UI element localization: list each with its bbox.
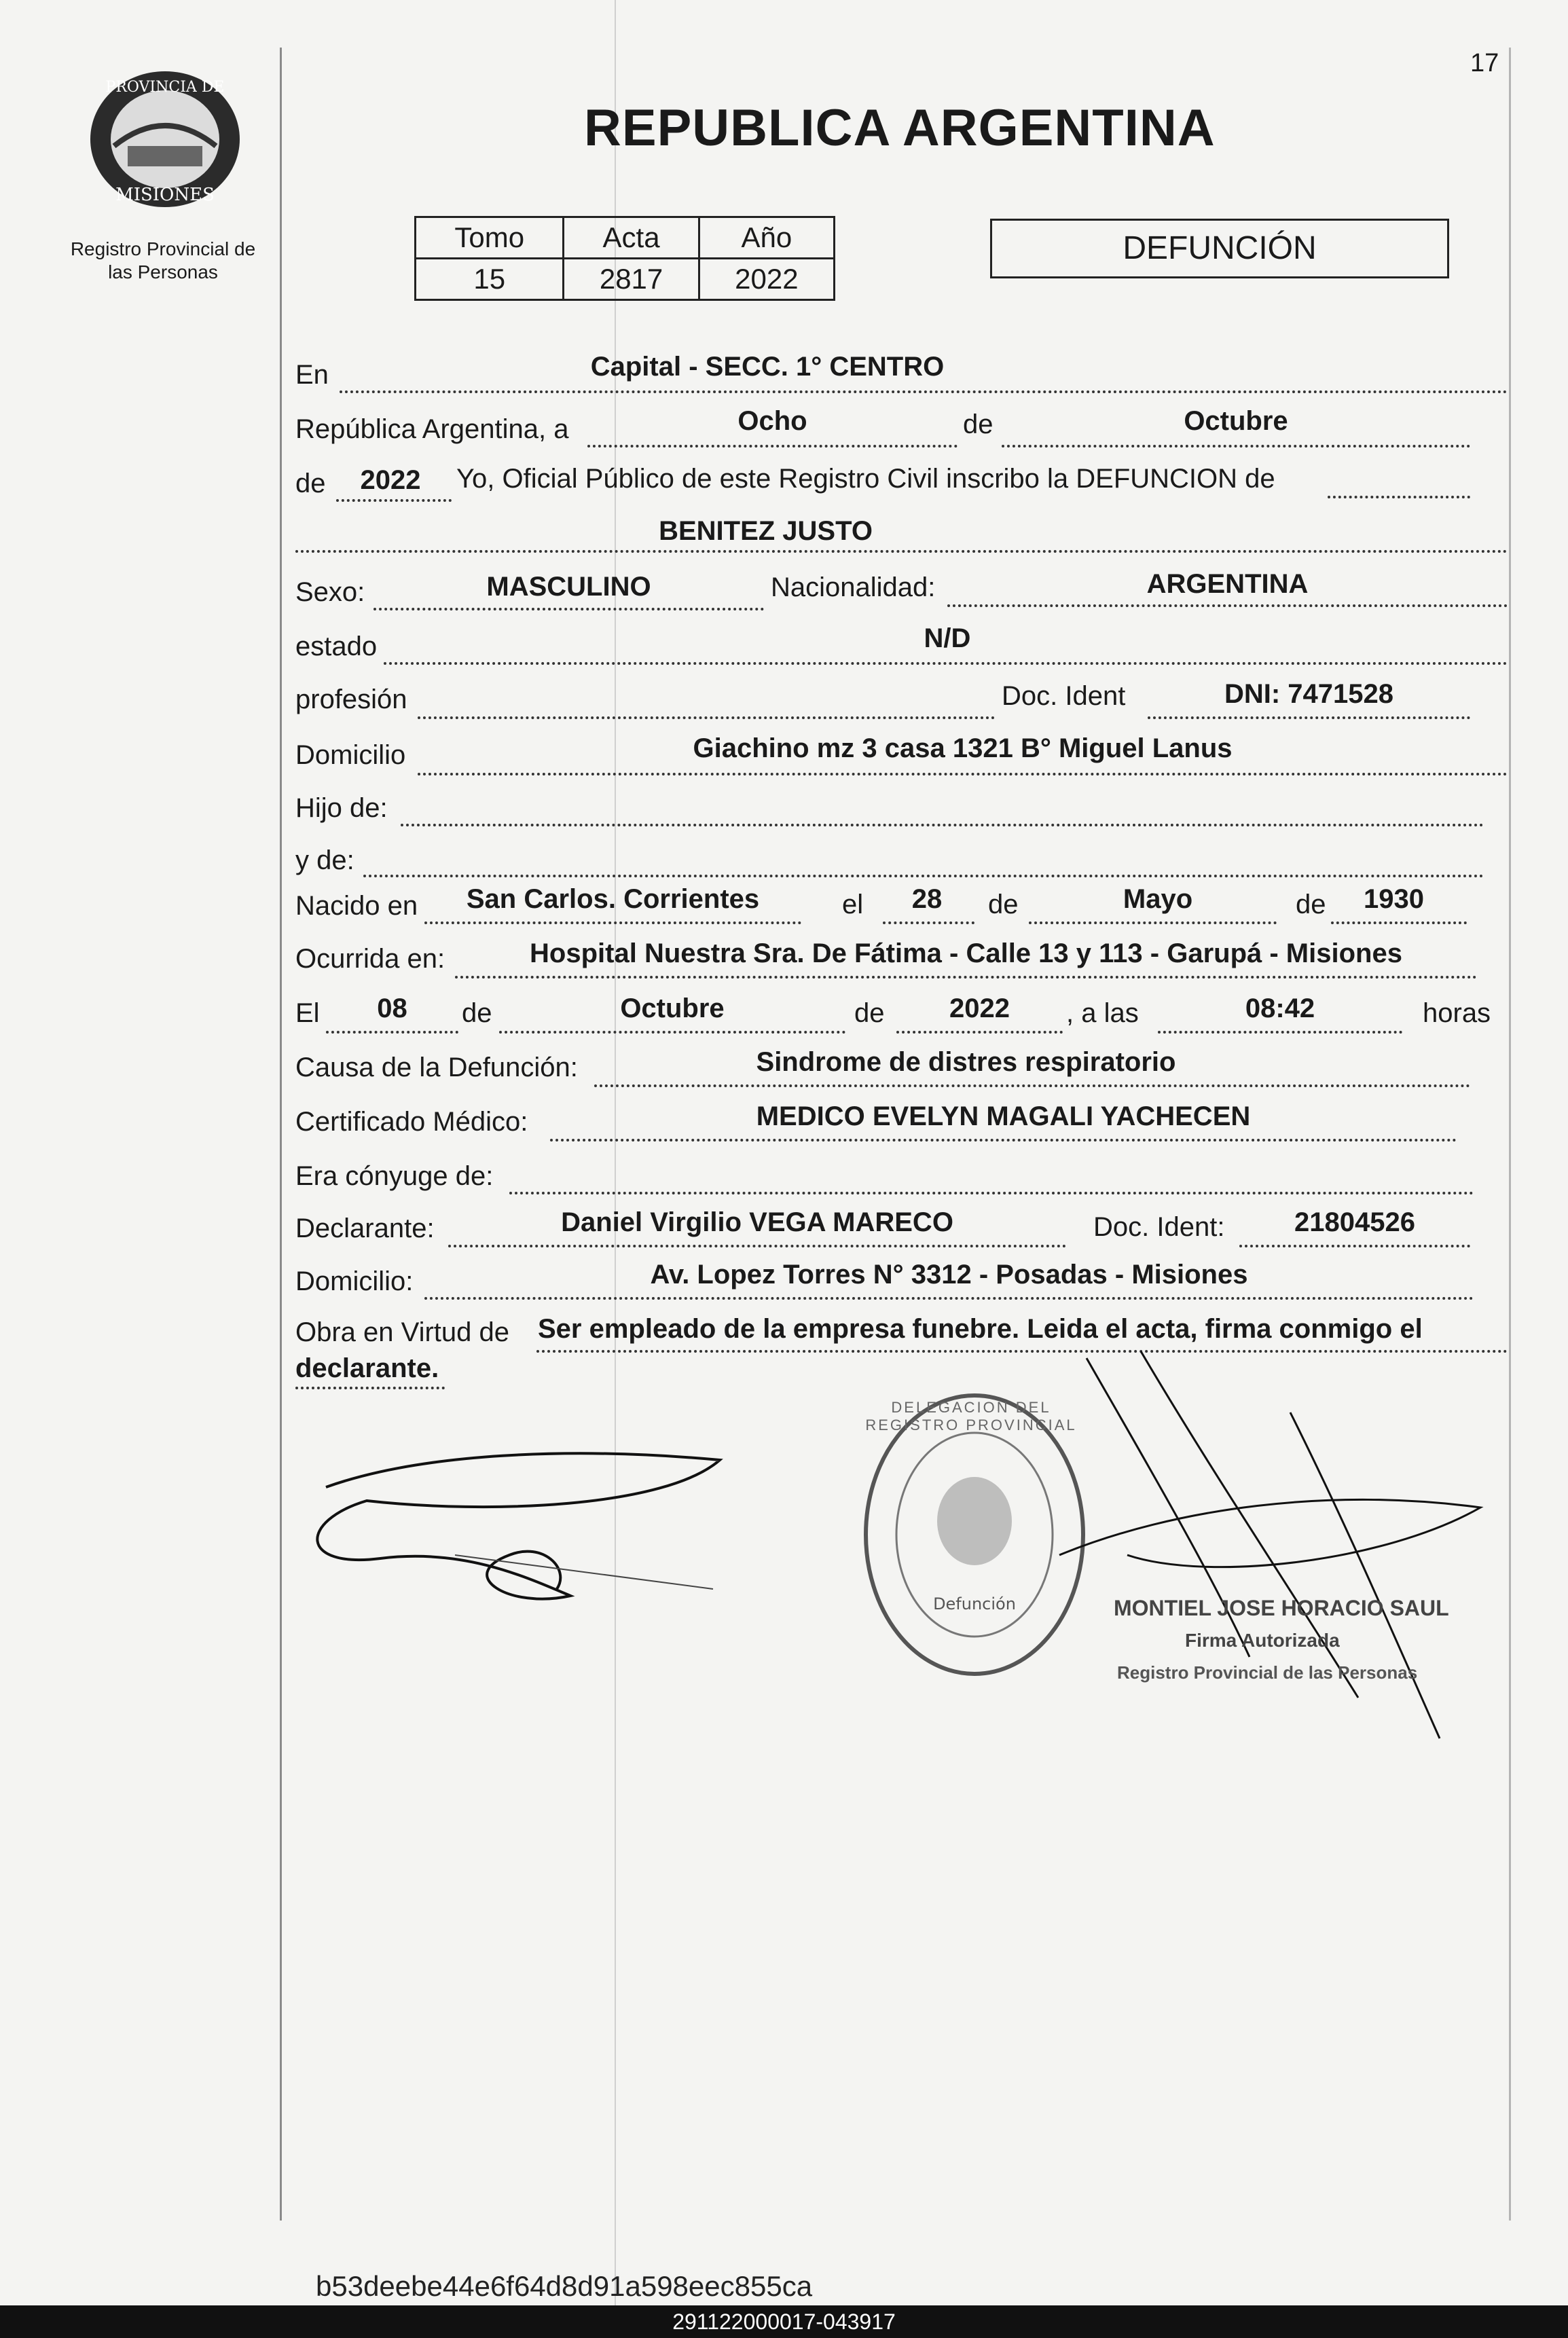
- line-sexo: [373, 608, 764, 610]
- label-doc-ident: Doc. Ident: [1002, 681, 1126, 711]
- line-hijo: [401, 824, 1484, 826]
- line-obra-cont: [295, 1387, 445, 1389]
- line-causa: [594, 1084, 1470, 1087]
- value-certificado: MEDICO EVELYN MAGALI YACHECEN: [756, 1101, 1251, 1131]
- value-acta: 2817: [564, 259, 699, 300]
- value-nac-mes: Mayo: [1123, 884, 1193, 914]
- svg-text:MISIONES: MISIONES: [115, 185, 215, 205]
- value-en: Capital - SECC. 1° CENTRO: [590, 352, 945, 382]
- label-estado: estado: [295, 632, 378, 661]
- page-title: REPUBLICA ARGENTINA: [584, 99, 1216, 157]
- official-signature: [1005, 1331, 1521, 1752]
- value-anio: 2022: [699, 259, 834, 300]
- line-nombre: [295, 550, 1508, 553]
- header-acta: Acta: [564, 217, 699, 259]
- line-def-hora: [1158, 1031, 1402, 1034]
- label-republica: República Argentina, a: [295, 414, 569, 444]
- label-de-5: de: [462, 998, 492, 1028]
- value-ocurrida: Hospital Nuestra Sra. De Fátima - Calle 13 y 113 - Garupá - Misiones: [530, 938, 1402, 968]
- line-certificado: [550, 1139, 1457, 1141]
- label-sexo: Sexo:: [295, 577, 365, 607]
- left-margin-line: [280, 48, 282, 2221]
- label-conyuge: Era cónyuge de:: [295, 1161, 494, 1191]
- value-nacionalidad: ARGENTINA: [1146, 569, 1309, 599]
- line-mes: [1002, 445, 1470, 447]
- svg-text:PROVINCIA DE: PROVINCIA DE: [105, 79, 225, 96]
- line-nacionalidad: [947, 604, 1508, 607]
- fold-line: [615, 0, 616, 2305]
- value-causa: Sindrome de distres respiratorio: [756, 1047, 1176, 1077]
- value-decl-doc: 21804526: [1294, 1207, 1415, 1237]
- value-obra-cont: declarante.: [295, 1353, 439, 1383]
- value-sexo: MASCULINO: [486, 572, 651, 602]
- label-nacionalidad: Nacionalidad:: [771, 572, 936, 602]
- value-dia: Ocho: [737, 406, 807, 436]
- label-decl-dom: Domicilio:: [295, 1266, 414, 1296]
- label-nacido: Nacido en: [295, 891, 418, 921]
- value-declarante: Daniel Virgilio VEGA MARECO: [561, 1207, 953, 1237]
- label-el-2: El: [295, 998, 320, 1028]
- logo-caption: Registro Provincial de las Personas: [70, 238, 256, 282]
- signatory-role: Firma Autorizada: [1185, 1630, 1340, 1651]
- line-anio: [336, 499, 452, 502]
- label-hijo: Hijo de:: [295, 793, 388, 823]
- value-nac-dia: 28: [911, 884, 943, 914]
- document-hash: b53deebe44e6f64d8d91a598eec855ca: [316, 2270, 813, 2302]
- value-obra: Ser empleado de la empresa funebre. Leida el acta, firma conmigo el: [538, 1314, 1423, 1344]
- stamp-inner-text: Defunción: [933, 1594, 1016, 1613]
- value-estado: N/D: [924, 623, 971, 653]
- value-def-dia: 08: [377, 993, 407, 1023]
- line-nacido: [424, 921, 801, 924]
- line-decl-dom: [424, 1297, 1474, 1300]
- value-decl-dom: Av. Lopez Torres N° 3312 - Posadas - Misiones: [650, 1260, 1248, 1290]
- line-dia: [587, 445, 958, 447]
- line-nac-dia: [883, 921, 974, 924]
- line-profesion: [418, 716, 995, 719]
- footer-code: 291122000017-043917: [672, 2309, 896, 2334]
- value-mes: Octubre: [1184, 406, 1288, 436]
- line-en: [340, 390, 1508, 393]
- value-def-mes: Octubre: [620, 993, 725, 1023]
- header-anio: Año: [699, 217, 834, 259]
- page-number: 17: [1470, 49, 1499, 77]
- line-ocurrida: [455, 976, 1477, 979]
- line-def-anio: [896, 1031, 1063, 1034]
- line-estado: [384, 662, 1508, 665]
- signatory-name: MONTIEL JOSE HORACIO SAUL: [1114, 1596, 1449, 1620]
- line-doc-ident: [1148, 716, 1470, 719]
- footer-bar: [0, 2305, 1568, 2338]
- label-yde: y de:: [295, 845, 354, 875]
- oficial-text: Yo, Oficial Público de este Registro Civil inscribo la DEFUNCION de: [456, 464, 1275, 494]
- line-conyuge: [509, 1192, 1474, 1194]
- line-def-mes: [499, 1031, 845, 1034]
- label-en: En: [295, 360, 329, 390]
- line-domicilio: [418, 773, 1508, 775]
- label-a-las: , a las: [1066, 998, 1139, 1028]
- value-nac-anio: 1930: [1364, 884, 1424, 914]
- label-de-1: de: [963, 409, 993, 439]
- document-type-box: [990, 219, 1449, 278]
- line-def-dia: [326, 1031, 458, 1034]
- value-tomo: 15: [416, 259, 564, 300]
- label-de-4: de: [1296, 890, 1326, 919]
- line-oficial-end: [1328, 496, 1470, 498]
- line-nac-mes: [1029, 921, 1277, 924]
- right-margin-line: [1509, 48, 1511, 2221]
- value-domicilio: Giachino mz 3 casa 1321 B° Miguel Lanus: [693, 733, 1233, 763]
- label-ocurrida: Ocurrida en:: [295, 944, 445, 974]
- label-de-2: de: [295, 469, 326, 498]
- line-nac-anio: [1331, 921, 1467, 924]
- value-nacido: San Carlos. Corrientes: [466, 884, 760, 914]
- value-doc-ident: DNI: 7471528: [1224, 679, 1394, 709]
- label-domicilio: Domicilio: [295, 740, 406, 770]
- document-type: DEFUNCIÓN: [1123, 230, 1317, 266]
- line-decl-doc: [1239, 1245, 1470, 1247]
- label-decl-doc: Doc. Ident:: [1093, 1212, 1225, 1242]
- value-anio: 2022: [360, 465, 421, 495]
- header-tomo: Tomo: [416, 217, 564, 259]
- signatory-org: Registro Provincial de las Personas: [1117, 1662, 1418, 1683]
- label-horas: horas: [1423, 998, 1491, 1028]
- label-profesion: profesión: [295, 684, 407, 714]
- record-table: [414, 216, 835, 301]
- label-el-1: el: [842, 890, 864, 919]
- label-causa: Causa de la Defunción:: [295, 1053, 578, 1082]
- stamp-ring-text: DELEGACION DEL REGISTRO PROVINCIAL: [865, 1399, 1077, 1433]
- line-declarante: [448, 1245, 1066, 1247]
- label-declarante: Declarante:: [295, 1213, 435, 1243]
- label-de-6: de: [854, 998, 885, 1028]
- value-def-anio: 2022: [949, 993, 1010, 1023]
- label-de-3: de: [988, 890, 1019, 919]
- line-yde: [363, 875, 1484, 877]
- value-nombre: BENITEZ JUSTO: [659, 516, 873, 546]
- declarant-signature: [285, 1412, 774, 1616]
- provincia-misiones-seal-icon: [80, 65, 250, 214]
- label-obra: Obra en Virtud de: [295, 1317, 510, 1347]
- value-def-hora: 08:42: [1245, 993, 1315, 1023]
- label-certificado: Certificado Médico:: [295, 1107, 528, 1137]
